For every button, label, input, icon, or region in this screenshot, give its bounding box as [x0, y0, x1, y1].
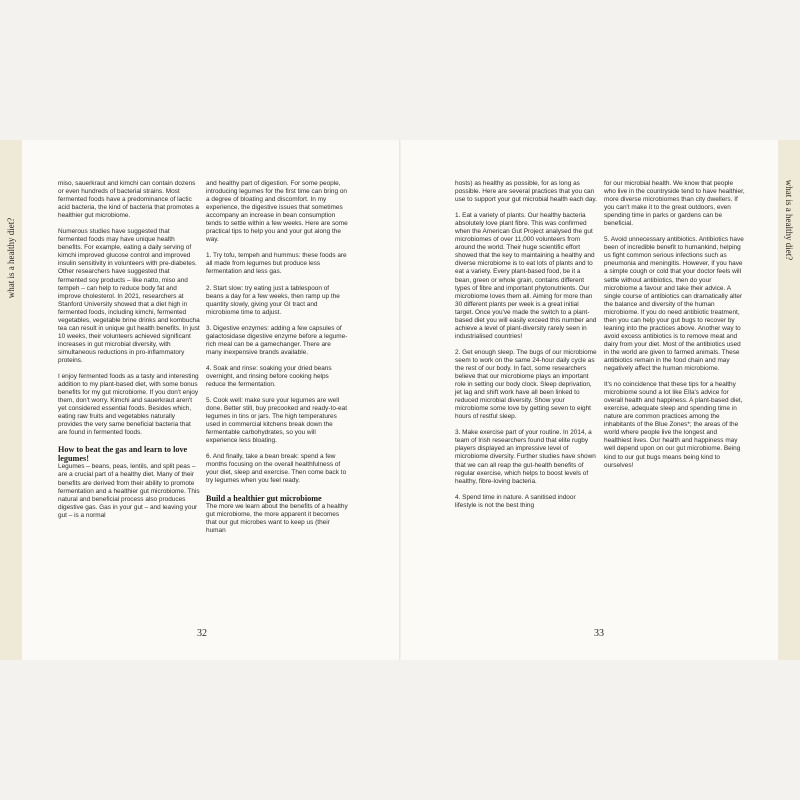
- paragraph: Numerous studies have suggested that fermented foods may have unique health benefits. For example, eating a daily serving of kimchi improved glucose control and improved insulin sensitivity in volunteers with pre-diabetes. Other researchers have suggested that fermented soy products – like natto, miso and tempeh – can help to reduce body fat and improve cholesterol. In 2021, researchers at Stanford University showed that a diet high in fermented foods, including kimchi, fermented vegetables, vegetable brine drinks and kombucha tea can result in unique gut health benefits. In just 10 weeks, their volunteers achieved significant increases in gut microbial diversity, with simultaneous reductions in pro-inflammatory proteins.: [58, 228, 200, 364]
- legume-tip-2: 2. Start slow: try eating just a tablespoon of beans a day for a few weeks, then ramp up the quantity slowly, giving your GI tract and microbiome time to adjust.: [206, 284, 340, 316]
- section-heading-legumes: How to beat the gas and learn to love legumes!: [58, 445, 188, 464]
- left-section-tab: [0, 140, 22, 660]
- paragraph: and healthy part of digestion. For some people, introducing legumes for the first time can bring on a degree of bloating and discomfort. In my experience, the digestive issues that sometimes accompany an increase in bean consumption tends to settle within a few weeks. Here are some practical tips to help you and your gut along the way.: [206, 180, 348, 244]
- microbiome-tip-1: 1. Eat a variety of plants. Our healthy bacteria absolutely love plant fibre. This was confirmed when the American Gut Project analysed the gut microbiomes of over 11,000 volunteers from around the world. Their huge scientific effort showed that the key to maintaining a healthy and diverse microbiome is to eat lots of plants and to eat a variety. Every plant-based food, be it a bean, green or whole grain, contains different types of fibre and important phytonutrients. Our microbiome loves them all. Aiming for more than 30 different plants per week is a great initial target. Once you've made the switch to a plant-based diet you will easily exceed this number and achieve a level of plant-diversity rarely seen in industrialised countries!: [455, 212, 597, 340]
- book-spread: [0, 140, 800, 660]
- paragraph: Legumes – beans, peas, lentils, and split peas – are a crucial part of a healthy diet. Many of their benefits are derived from their ability to promote fermentation and a healthier gut microbiome. This natural and beneficial process also produces digestive gas. Gas in your gut – and leaving your gut – is a normal: [58, 463, 200, 519]
- paragraph: hosts) as healthy as possible, for as long as possible. Here are several practices that you can use to support your gut microbial health each day.: [455, 180, 597, 204]
- legume-tip-6: 6. And finally, take a bean break: spend a few months focusing on the overall healthfulness of your diet, sleep and exercise. Then come back to try legumes when you feel ready.: [206, 453, 347, 485]
- paragraph: for our microbial health. We know that people who live in the countryside tend to have healthier, more diverse microbiomes than city dwellers. If you can't make it to the great outdoors, even spending time in parks or gardens can be beneficial.: [604, 180, 745, 228]
- right-page-column-2: [604, 180, 746, 478]
- right-page-column-1: [455, 180, 597, 518]
- microbiome-tip-3: 3. Make exercise part of your routine. In 2014, a team of Irish researchers found that elite rugby players displayed an impressive level of microbiome diversity. Further studies have shown that we can all reap the gut-health benefits of regular exercise, which helps to boost levels of healthy, fibre-loving bacteria.: [455, 429, 596, 485]
- left-page-column-1: [58, 180, 200, 528]
- section-heading-microbiome: Build a healthier gut microbiome: [206, 493, 322, 503]
- right-section-tab: [778, 140, 800, 660]
- paragraph: It's no coincidence that these tips for a healthy microbiome sound a lot like Ella's advice for overall health and happiness. A plant-based diet, exercise, adequate sleep and spending time in nature are common practices among the inhabitants of the Blue Zones*; the areas of the world where people live the longest and healthiest lives. Our health and happiness may well depend upon on our gut microbiome. Being kind to our gut bugs means being kind to ourselves!: [604, 381, 743, 469]
- microbiome-tip-2: 2. Get enough sleep. The bugs of our microbiome seem to work on the same 24-hour daily cycle as the rest of our body. In fact, some researchers believe that our microbiome plays an important role in setting our body clock. Sleep deprivation, jet lag and shift work have all been linked to reduced microbial diversity. Show your microbiome some love by getting seven to eight hours of restful sleep.: [455, 348, 597, 421]
- paragraph: The more we learn about the benefits of a healthy gut microbiome, the more apparent it becomes that our gut microbes want to keep us (their human: [206, 502, 348, 534]
- running-header-left: what is a healthy diet?: [6, 217, 16, 299]
- book-gutter: [399, 140, 401, 660]
- legume-tip-3: 3. Digestive enzymes: adding a few capsules of galactosidase digestive enzyme before a legume-rich meal can be a gamechanger. There are many inexpensive brands available.: [206, 324, 348, 356]
- left-page-column-2: [206, 180, 348, 543]
- page-number-right: 33: [594, 628, 604, 639]
- paragraph: miso, sauerkraut and kimchi can contain dozens or even hundreds of bacterial strains. Most fermented foods have a predominance of lactic acid bacteria, the kind of bacteria that promotes a healthier gut microbiome.: [58, 180, 199, 220]
- running-header-right: what is a healthy diet?: [784, 179, 794, 261]
- legume-tip-1: 1. Try tofu, tempeh and hummus: these foods are all made from legumes but produce less fermentation and less gas.: [206, 252, 347, 276]
- microbiome-tip-5: 5. Avoid unnecessary antibiotics. Antibiotics have been of incredible benefit to humankind, helping us fight common serious infections such as pneumonia and meningitis. However, if you have a simple cough or cold that your doctor feels will settle without antibiotics, then do your microbiome a favour and take their advice. A single course of antibiotics can dramatically alter the balance and diversity of the human microbiome. If you do need antibiotic treatment, then you can help your gut bugs to recover by leaning into the practices above. Another way to avoid excess antibiotics is to remove meat and dairy from your diet. Most of the antibiotics used in the world are given to farmed animals. These antibiotics remain in the food chain and may negatively affect the human microbiome.: [604, 236, 744, 373]
- microbiome-tip-4: 4. Spend time in nature. A sanitised indoor lifestyle is not the best thing: [455, 493, 576, 509]
- legume-tip-4: 4. Soak and rinse: soaking your dried beans overnight, and rinsing before cooking helps reduce the fermentation.: [206, 364, 332, 388]
- paragraph: I enjoy fermented foods as a tasty and interesting addition to my plant-based diet, with some bonus benefits for my gut microbiome. If you don't enjoy them, don't worry. Kimchi and sauerkraut aren't yet considered essential foods. Besides which, eating raw fruits and vegetables naturally provides the very same beneficial bacteria that are found in fermented foods.: [58, 373, 199, 437]
- legume-tip-5: 5. Cook well: make sure your legumes are well done. Better still, buy precooked and ready-to-eat legumes in tins or jars. The high temperatures used in commercial kitchens break down the fermentable carbohydrates, so you will experience less bloating.: [206, 397, 347, 445]
- page-number-left: 32: [197, 628, 207, 639]
